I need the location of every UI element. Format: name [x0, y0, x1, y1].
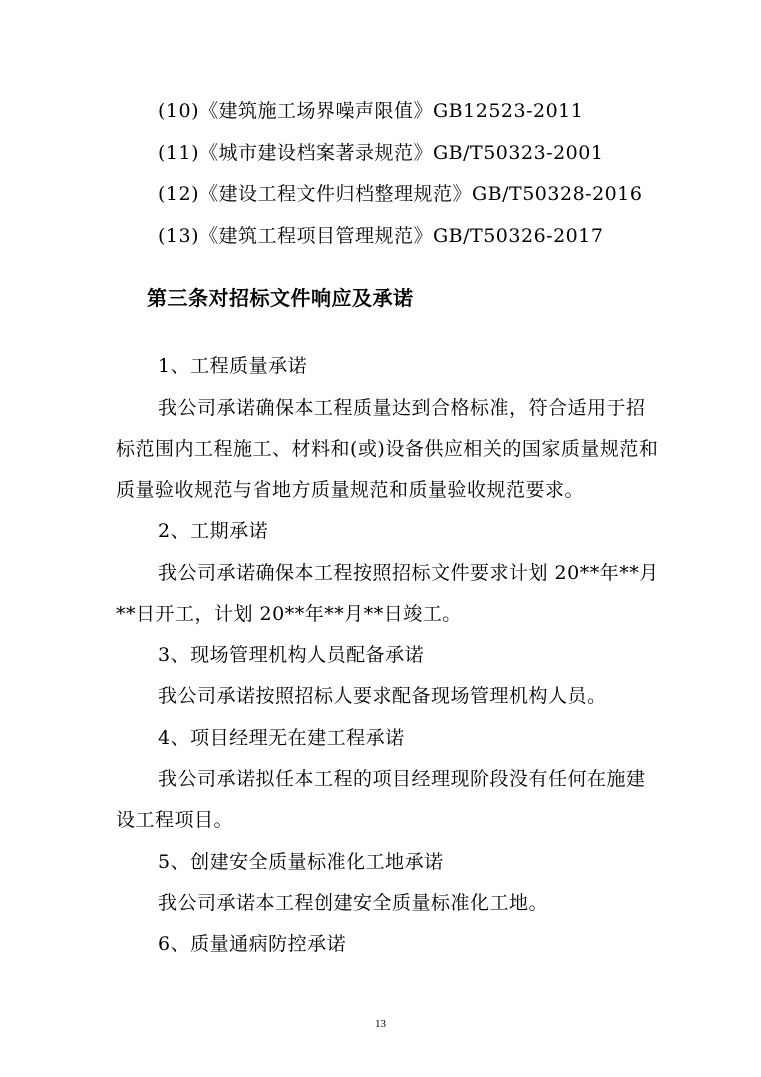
item-title: 2、工期承诺 [158, 520, 269, 542]
reference-item: (11)《城市建设档案著录规范》GB/T50323-2001 [158, 142, 604, 164]
reference-item: (13)《建筑工程项目管理规范》GB/T50326-2017 [158, 225, 604, 247]
page-number: 13 [375, 1018, 386, 1030]
paragraph-line: 设工程项目。 [116, 809, 234, 831]
section-heading: 第三条对招标文件响应及承诺 [147, 286, 414, 310]
item-title: 6、质量通病防控承诺 [158, 933, 347, 955]
paragraph-line: 我公司承诺按照招标人要求配备现场管理机构人员。 [158, 685, 607, 707]
item-title: 4、项目经理无在建工程承诺 [158, 727, 405, 749]
item-title: 1、工程质量承诺 [158, 355, 308, 377]
item-title: 3、现场管理机构人员配备承诺 [158, 644, 425, 666]
paragraph-line: **日开工，计划 20**年**月**日竣工。 [116, 603, 462, 625]
paragraph-line: 质量验收规范与省地方质量规范和质量验收规范要求。 [116, 479, 585, 501]
paragraph-line: 我公司承诺确保本工程按照招标文件要求计划 20**年**月 [158, 562, 659, 584]
paragraph-line: 标范围内工程施工、材料和(或)设备供应相关的国家质量规范和 [116, 438, 659, 460]
reference-item: (12)《建设工程文件归档整理规范》GB/T50328-2016 [158, 183, 643, 205]
reference-item: (10)《建筑施工场界噪声限值》GB12523-2011 [158, 100, 584, 122]
item-title: 5、创建安全质量标准化工地承诺 [158, 851, 444, 873]
paragraph-line: 我公司承诺拟任本工程的项目经理现阶段没有任何在施建 [158, 768, 646, 790]
paragraph-line: 我公司承诺确保本工程质量达到合格标准，符合适用于招 [158, 397, 646, 419]
paragraph-line: 我公司承诺本工程创建安全质量标准化工地。 [158, 892, 549, 914]
